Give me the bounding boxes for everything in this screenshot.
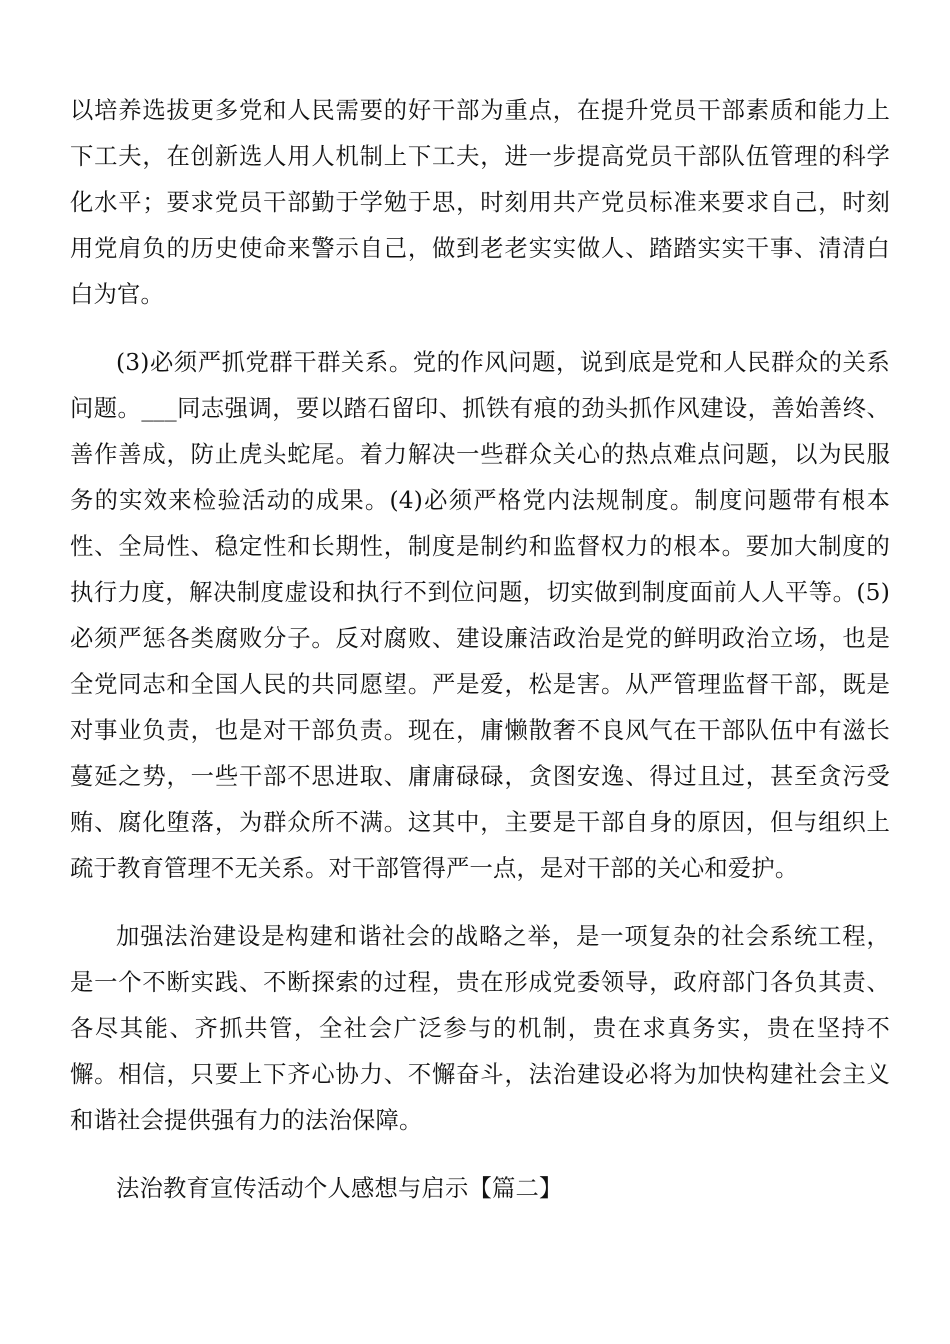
- paragraph-2: (3)必须严抓党群干群关系。党的作风问题，说到底是党和人民群众的关系问题。___同志强调，要以踏石留印、抓铁有痕的劲头抓作风建设，善始善终、善作善成，防止虎头蛇尾。着力解决一些群众关心的热点难点问题，以为民服务的实效来检验活动的成果。(4)必须严格党内法规制度。制度问题带有根本性、全局性、稳定性和长期性，制度是制约和监督权力的根本。要加大制度的执行力度，解决制度虚设和执行不到位问题，切实做到制度面前人人平等。(5)必须严惩各类腐败分子。反对腐败、建设廉洁政治是党的鲜明政治立场，也是全党同志和全国人民的共同愿望。严是爱，松是害。从严管理监督干部，既是对事业负责，也是对干部负责。现在，庸懒散奢不良风气在干部队伍中有滋长蔓延之势，一些干部不思进取、庸庸碌碌，贪图安逸、得过且过，甚至贪污受贿、腐化堕落，为群众所不满。这其中，主要是干部自身的原因，但与组织上疏于教育管理不无关系。对干部管得严一点，是对干部的关心和爱护。: [70, 349, 890, 882]
- document-page: [70, 88, 890, 1234]
- section-heading: 法治教育宣传活动个人感想与启示【篇二】: [116, 1175, 563, 1202]
- paragraph-1: 以培养选拔更多党和人民需要的好干部为重点，在提升党员干部素质和能力上下工夫，在创新选人用人机制上下工夫，进一步提高党员干部队伍管理的科学化水平；要求党员干部勤于学勉于思，时刻用共产党员标准来要求自己，时刻用党肩负的历史使命来警示自己，做到老老实实做人、踏踏实实干事、清清白白为官。: [70, 97, 890, 308]
- paragraph-3: 加强法治建设是构建和谐社会的战略之举，是一项复杂的社会系统工程，是一个不断实践、不断探索的过程，贵在形成党委领导，政府部门各负其责、各尽其能、齐抓共管，全社会广泛参与的机制，贵在求真务实，贵在坚持不懈。相信，只要上下齐心协力、不懈奋斗，法治建设必将为加快构建社会主义和谐社会提供强有力的法治保障。: [70, 923, 890, 1134]
